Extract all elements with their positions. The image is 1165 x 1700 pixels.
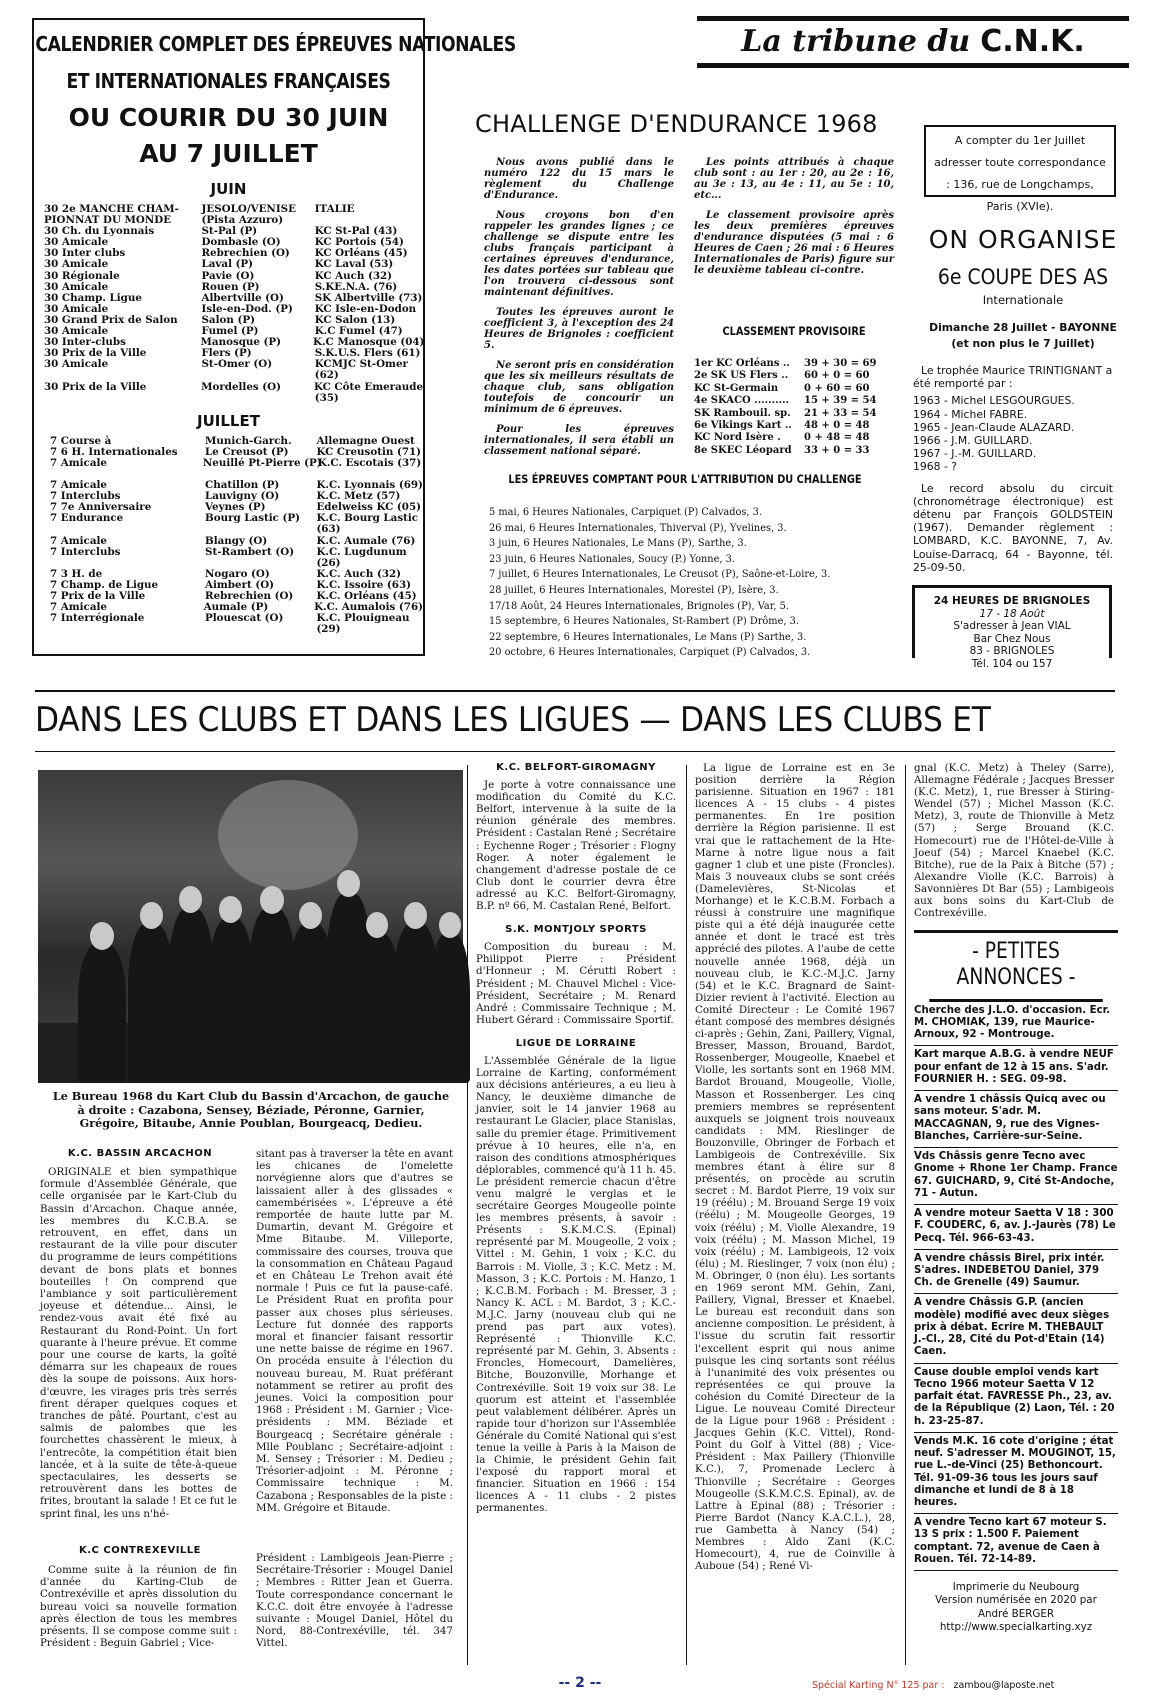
annonce-item: A vendre Tecno kart 67 moteur S. 13 S prix : 1.500 F. Paiement comptant. 72, avenue de Caen à Rouen. Tél. 72-14-89. (914, 1514, 1118, 1571)
juin-row-cell: 30 Amicale (44, 325, 109, 338)
juillet-row-cell: Plouescat (O) (205, 612, 284, 625)
challenge-paragraph: Pour les épreuves internationales, il sera établi un classement national séparé. (484, 424, 674, 457)
juillet-row-cell: Edelweiss KC (05) (316, 501, 421, 514)
juin-row-cell: K.C Manosque (04) (313, 336, 425, 349)
juin-row-cell (202, 393, 315, 404)
epreuve-item: 15 septembre, 6 Heures Nationales, St-Rambert (P) Drôme, 3. (489, 616, 799, 628)
juin-row-cell: KCMJC St-Omer (314, 358, 408, 371)
juillet-row-cell: 7 Amicale (50, 534, 107, 547)
juillet-row-cell: Chatillon (P) (205, 479, 280, 492)
juin-row-cell: KC Isle-en-Dodon (314, 302, 417, 315)
juin-row-cell: (Pista Azzuro) (201, 214, 284, 227)
juin-row-cell: 30 Ch. du Lyonnais (44, 225, 155, 238)
organise-date: Dimanche 28 Juillet - BAYONNE (929, 320, 1117, 334)
juillet-row-cell: Le Creusot (P) (205, 445, 289, 458)
juin-row-cell: 30 Régionale (44, 269, 120, 282)
juin-row-cell: Rebrechien (O) (201, 247, 290, 260)
juillet-row-cell: (26) (316, 556, 341, 569)
challenge-paragraph: Toutes les épreuves auront le coefficient 3, à l'exception des 24 Heures de Brignoles : coefficient 5. (484, 307, 674, 351)
classement-club: SK Rambouil. sp. (694, 407, 791, 419)
juin-row-cell: KC Orléans (45) (314, 247, 408, 260)
juin-row-cell: S.K.U.S. Flers (61) (314, 347, 421, 360)
challenge-paragraph: Nous croyons bon d'en rappeler les grandes lignes ; ce challenge se dispute entre les clubs français participant à certaines épreuves d'endurance, les dates portées sur tableau que l'on trouvera ci-dessous sont maintenant définitives. (484, 210, 674, 298)
juillet-row-cell: 7 7e Anniversaire (50, 501, 152, 514)
juin-row-cell: 30 Prix de la Ville (44, 380, 147, 393)
juin-row-cell: PIONNAT DU MONDE (44, 214, 172, 227)
juillet-row-cell: K.C. Escotais (37) (317, 456, 422, 469)
juin-row-cell: S.KE.N.A. (76) (314, 280, 398, 293)
annonce-item: A vendre 1 châssis Quicq avec ou sans moteur. S'adr. M. MACCAGNAN, 9, rue des Vignes-Blanches, Carrière-sur-Seine. (914, 1091, 1118, 1148)
challenge-paragraph: Ne seront pris en considération que les six meilleurs résultats de chaque club, sans obligation toutefois de concourir un minimum de 6 épreuves. (484, 360, 674, 415)
banner-bottom-rule (35, 751, 1115, 752)
classement-row (694, 358, 894, 370)
annonce-item: Cause double emploi vends kart Tecno 1966 moteur Saetta V 12 parfait état. FAVRESSE Ph., 23, av. de la République (2) Laon, Tél. : 20 h. 23-25-87. (914, 1364, 1118, 1433)
challenge-paragraph: Les points attribués à chaque club sont : au 1er : 20, au 2e : 16, au 3e : 13, au 4e : 11, au 5e : 10, etc... (694, 157, 894, 201)
organise-title: ON ORGANISE (928, 225, 1118, 254)
juin-row (44, 259, 423, 270)
juillet-row-cell: Nogaro (O) (205, 567, 270, 580)
juillet-row-cell: K.C. Bourg Lastic (316, 512, 419, 525)
classement-row (694, 445, 894, 457)
classement-club: 6e Vikings Kart .. (694, 420, 792, 432)
tribune-header (697, 16, 1129, 68)
winner-item: 1964 - Michel FABRE. (913, 407, 1028, 421)
juillet-row-cell: Bourg Lastic (P) (205, 512, 301, 525)
annonce-item: Vds Châssis genre Tecno avec Gnome + Rhone 1er Champ. France 67. GUICHARD, 9, Cité St-Andoche, 71 - Autun. (914, 1148, 1118, 1205)
juillet-row-cell: 7 Amicale (50, 601, 107, 614)
column-divider-2 (686, 765, 687, 1665)
annonce-item: A vendre Châssis G.P. (ancien modèle) modifié avec deux sièges prix à débat. Ecrire M. THEBAULT J.-Cl., 28, Cité du Pot-d'Etain (14) Caen. (914, 1294, 1118, 1363)
arcachon-col1: ORIGINALE et bien sympathique formule d'Assemblée Générale, que celle organisée par le Kart-Club du Bassin d'Arcachon. Chaque année, les membres du K.C.B.A. se retrouvent, en effet, dans un restaurant de la ville pour discuter du programme de leurs compétitions devant de bons plats et bonnes bouteilles ! On comprend que l'ambiance y soit particulièrement joyeuse et détendue... Ainsi, le rendez-vous avait été fixé au Restaurant du Rond-Point. Un fort quarante à l'heure prévue. Et comme pour une course de karts, la goîté démarra sur les chapeaux de roues dès la soupe de poissons. Aux hors-d'œuvre, les virages pris très serrés firent déraper quelques coques et tranches de pâté. Pourtant, c'est au salmis de palombes que les fourchettes chassèrent le mieux, à l'entrecôte, la compétition était bien lancée, et à la suite de tête-à-queue spectaculaires, les desserts se retrouvèrent dans les bottes de frites, broutant la salade ! Et ce fut le sprint final, les uns n'hé- (40, 1166, 237, 1520)
juin-row (44, 370, 423, 381)
annonces-title: - PETITES ANNONCES - (929, 933, 1102, 1002)
juin-row-cell: Dombasle (O) (201, 236, 281, 249)
epreuve-item: 17/18 Août, 24 Heures Internationales, Brignoles (P), Var, 5. (489, 600, 789, 612)
challenge-paragraph: Le classement provisoire après les deux premières épreuves d'endurance disputées (5 mai : 6 Heures de Caen ; 26 mai : 6 Heures Internationales de Paris) figure sur le deuxième tableau ci-contre. (694, 210, 894, 276)
winner-item: 1966 - J.M. GUILLARD. (913, 434, 1033, 448)
juin-row-cell: 30 Amicale (44, 302, 109, 315)
annonce-item: Cherche des J.L.O. d'occasion. Ecr. M. CHOMIAK, 139, rue Maurice-Arnoux, 92 - Montrouge. (914, 1002, 1118, 1047)
juillet-row-cell: 7 Interclubs (50, 545, 121, 558)
contrexeville-col1: Comme suite à la réunion de fin d'année du Karting-Club de Contrexéville et après dissolution du bureau voici sa nouvelle formation après élection de tous les membres présents. Il se compose comme suit : Président : Beguin Gabriel ; Vice- (40, 1564, 237, 1650)
juillet-row-cell (50, 524, 205, 535)
juillet-row (50, 624, 423, 635)
juillet-row-cell: 7 3 H. de (50, 567, 103, 580)
juillet-row-cell: 7 6 H. Internationales (50, 445, 178, 458)
contrexeville-col2: Président : Lambigeois Jean-Pierre ; Secrétaire-Trésorier : Mougel Daniel ; Membres : Ritter Jean et Guerra. Toute correspondance concernant le K.C.C. doit être envoyée à l'adresse suivante : Mougel Daniel, Hôtel du Nord, 88-Contrexéville, tél. 347 Vittel. (256, 1552, 453, 1650)
epreuve-item: 3 juin, 6 Heures Nationales, Le Mans (P), Sarthe, 3. (489, 538, 747, 550)
juillet-row-cell: K.C. Issoire (63) (316, 578, 411, 591)
juillet-row-cell: K.C. Metz (57) (316, 490, 401, 503)
classement-points: 33 + 0 = 33 (804, 444, 870, 456)
juillet-row-cell: Rebrechien (O) (205, 590, 294, 602)
juin-row-cell: 30 Amicale (44, 258, 109, 271)
juillet-row (50, 513, 423, 524)
classement-points: 15 + 39 = 54 (804, 395, 877, 407)
juillet-row-cell: K.C. Lugdunum (316, 545, 407, 558)
juin-heading: JUIN (210, 180, 247, 198)
epreuves-list (477, 505, 897, 661)
juin-row-cell: Albertville (O) (201, 291, 284, 304)
juin-row-cell (44, 370, 202, 381)
winners-list (913, 394, 1113, 473)
juin-row-cell: Pavie (O) (201, 269, 255, 282)
juillet-row-cell: 7 Interrégionale (50, 612, 145, 625)
juin-row-cell: Isle-en-Dod. (P) (201, 302, 293, 315)
juillet-row-cell: 7 Amicale (50, 479, 107, 492)
annonces-list (914, 1002, 1118, 1571)
challenge-left-text (484, 157, 674, 457)
belfort-title: K.C. BELFORT-GIROMAGNY (496, 762, 656, 773)
classement-club: 1er KC Orléans .. (694, 358, 790, 369)
classement-title: CLASSEMENT PROVISOIRE (722, 324, 866, 338)
juillet-row-cell: (63) (316, 523, 341, 536)
juin-row-cell: K.C Fumel (47) (314, 325, 403, 338)
juillet-row-cell: 7 Endurance (50, 512, 124, 525)
calendar-subtitle: OU COURIR DU 30 JUIN AU 7 JUILLET (68, 103, 389, 168)
juillet-row-cell: Allemagne Ouest (316, 434, 415, 447)
organise-block (912, 225, 1134, 351)
juillet-row-cell: Blangy (O) (205, 534, 268, 547)
lorraine-col3: gnal (K.C. Metz) à Theley (Sarre), Allemagne Fédérale ; Jacques Bresser (K.C. Metz), 1, rue Bresser à Stiring-Wendel (57) ; Michel Masson (K.C. Metz), 3, route de Thionville à Metz (57) ; Serge Brouand (K.C. Homecourt) rue de l'Hôtel-de-Ville à Joeuf (54) ; Marcel Knaebel (K.C. Bitche), rue de la Paix à Bitche (57) ; Alexandre Violle (K.C. Barrois) à Savonnières Dt Bar (55) ; Lambigeois aux bons soins du Kart-Club de Contrexéville. (914, 762, 1114, 920)
juin-row-cell: Mordelles (O) (201, 380, 281, 393)
juin-row-cell: Rouen (P) (201, 280, 260, 293)
montjoly-title: S.K. MONTJOLY SPORTS (505, 924, 647, 936)
juin-row-cell: Flers (P) (201, 347, 252, 360)
juillet-row-cell (50, 624, 205, 635)
juin-row-cell: 30 Grand Prix de Salon (44, 313, 178, 326)
tribune-bold: C.N.K. (980, 24, 1085, 59)
juillet-row-cell: 7 Prix de la Ville (50, 590, 146, 602)
juin-row-cell: KC Auch (32) (314, 269, 393, 282)
juin-row-cell: St-Pal (P) (201, 225, 258, 238)
classement-club: 2e SK US Flers .. (694, 370, 789, 382)
classement-club: KC St-Germain (694, 382, 779, 394)
juillet-row-cell: Lauvigny (O) (205, 490, 280, 503)
lorraine-title: LIGUE DE LORRAINE (515, 1037, 637, 1049)
juillet-row-cell: K.C. Orléans (45) (316, 590, 417, 602)
epreuve-item: 26 mai, 6 Heures Internationales, Thiverval (P), Yvelines, 3. (489, 522, 787, 534)
juillet-row-cell: K.C. Auch (32) (316, 567, 402, 580)
juin-row-cell: 30 Amicale (44, 280, 109, 293)
classement-table (694, 358, 894, 457)
banner-rule (35, 690, 1115, 692)
juin-row-cell: ITALIE (314, 203, 355, 215)
juillet-row-cell: Aumale (P) (203, 601, 269, 614)
juillet-row-cell: Neuillé Pt-Pierre (P) (202, 456, 322, 469)
juillet-row-cell: Aimbert (O) (205, 578, 275, 591)
epreuve-item: 22 septembre, 6 Heures Internationales, Le Mans (P) Sarthe, 3. (489, 631, 807, 643)
brignoles-box: 24 HEURES DE BRIGNOLES 17 - 18 Août S'adresser à Jean VIAL Bar Chez Nous 83 - BRIGNOLES Tél. 104 ou 157 (912, 585, 1112, 658)
juillet-row-cell: K.C. Aumale (76) (316, 534, 416, 547)
juin-row-cell: St-Omer (O) (201, 358, 273, 371)
juin-row-cell: (35) (314, 391, 339, 404)
classement-club: 4e SKACO .......... (694, 395, 790, 407)
juin-row-cell: KC Côte Emeraude (313, 380, 423, 393)
column-divider-1 (467, 765, 468, 1665)
juin-row-cell: Laval (P) (201, 258, 254, 271)
column-divider-3 (905, 765, 906, 1665)
page-number: -- 2 -- (558, 1675, 602, 1691)
juillet-row (50, 536, 423, 547)
footer-email[interactable]: zambou@laposte.net (953, 1680, 1055, 1691)
annonce-item: A vendre châssis Birel, prix intér. S'adres. INDEBETOU Daniel, 379 Ch. de Grenelle (49) Saumur. (914, 1250, 1118, 1295)
lorraine-col2: La ligue de Lorraine est en 3e position derrière la Région parisienne. Situation en 1967 : 181 licences A - 15 clubs - 4 pistes permanentes. En 1re position derrière la Région parisienne. Il est vrai que le rattachement de la Hte-Marne à notre ligue nous a fait gagner 1 club et une piste (Froncles). Mais 3 nouveaux clubs se sont créés (Damelevières, St-Nicolas et Morhange) et le K.C.B.M. Forbach a réussi à construire une magnifique piste qui a été déjà inaugurée cette année et dont le tracé est très apprécié des pilotes. A l'aube de cette nouvelle année 1968, déjà un nouveau club, le K.C.-M.J.C. Jarny (54) et le K.C. Bragnard de Saint-Dizier revient à l'activité. Election au Comité Directeur : Le Comité 1967 étant composé des membres désignés ci-après ; Gehin, Zani, Paillery, Vignal, Bresser, Masson, Brouand, Bardot, Rossenberger, Mougeolle, Knaebel et Violle, les sortants sont en 1968 MM. Bardot Brouand, Mougeolle, Violle, Masson et Rossenberger. Les cinq premiers membres se représentent auxquels se joignent trois nouveaux candidats : MM. Rieslinger de Bouzonville, Obringer de Forbach et Lambigeois de Contrexéville. Six membres étant à élire sur 8 présentés, on procède au scrutin secret : M. Bardot Pierre, 19 voix sur 19 (réélu) ; M. Brouand Serge 19 voix (réélu) ; M. Mougeolle Georges, 19 voix (réélu) ; M. Violle Alexandre, 19 voix (réélu) ; M. Masson Michel, 19 voix (réélu) ; M. Lambigeois, 12 voix (élu) ; M. Rieslinger, 7 voix (non élu) ; M. Obringer, 0 (non élu). Les sortants en 1969 seront MM. Gehin, Zani, Paillery, Vignal, Bresser et Knaebel. Le bureau est reconduit dans son ancienne composition. Le président, à l'issue du scrutin fait ressortir l'excellent esprit qui nous anime puisque les cinq sortants sont réélus à l'unanimité des voix présentes ou représentées ce qui prouve la cohésion du Comité Directeur de la Ligue. Le nouveau Comité Directeur de la Ligue pour 1968 : Président : Jacques Gehin (K.C. Vittel), Rond-Point du Golf à Vittel (88) ; Vice-Président : Max Paillery (Thionville K.C.), 7, Promenade Leclerc à Thionville ; Secrétaire : Georges Mougeolle (S.K.M.C.S. Epinal), av. de Lattre à Epinal (88) ; Trésorier : Pierre Bardot (Nancy K.A.C.L.), 28, rue Gambetta à Nancy (54) ; Membres : Aldo Zani (K.C. Homecourt), 4, rue de Coinville à Auboue (54) ; René Vi- (695, 762, 895, 1573)
juin-table (34, 204, 423, 404)
juin-row-cell: Salon (P) (201, 313, 255, 326)
juillet-row-cell: Munich-Garch. (205, 434, 292, 447)
juillet-row-cell: 7 Course à (50, 434, 112, 447)
club-photo (38, 770, 463, 1083)
juillet-row-cell (205, 524, 316, 535)
classement-club: KC Nord Isère . (694, 432, 781, 444)
juillet-row-cell: K.C. Plouigneau (316, 612, 410, 625)
juillet-row-cell: K.C. Aumalois (76) (314, 601, 423, 614)
classement-points: 60 + 0 = 60 (804, 370, 870, 382)
juin-row-cell: KC Portois (54) (314, 236, 404, 249)
classement-row (694, 432, 894, 444)
challenge-title: CHALLENGE D'ENDURANCE 1968 (475, 110, 878, 138)
imprint: Imprimerie du Neubourg Version numérisée en 2020 par André BERGER http://www.specialkarting.xyz (935, 1581, 1097, 1634)
juin-row (44, 393, 423, 404)
juin-row-cell: JESOLO/VENISE (201, 203, 296, 215)
juillet-row (50, 547, 423, 558)
clubs-banner: DANS LES CLUBS ET DANS LES LIGUES — DANS LES CLUBS ET (35, 700, 991, 740)
juin-row-cell: KC St-Pal (43) (314, 225, 398, 238)
juin-row-cell: 30 Prix de la Ville (44, 347, 147, 360)
winner-item: 1968 - ? (913, 460, 957, 474)
calendar-title: CALENDRIER COMPLET DES ÉPREUVES NATIONALES ET INTERNATIONALES FRANÇAISES (35, 32, 516, 93)
organise-details: Le trophée Maurice TRINTIGNANT a été remporté par : 1963 - Michel LESGOURGUES. 1964 - Michel FABRE. 1965 - Jean-Claude ALAZARD. 1966 - J.M. GUILLARD. 1967 - J.-M. GUILLARD. 1968 - ? Le record absolu du circuit (chronométrage électronique) est détenu par François GOLDSTEIN (1967). Demander règlement : LOMBARD, K.C. BAYONNE, 7, Av. Louise-Darracq, 64 - Bayonne, tél. 25-09-50. (913, 364, 1113, 574)
epreuve-item: 23 juin, 6 Heures Nationales, Soucy (P.) Yonne, 3. (489, 553, 735, 565)
winner-item: 1963 - Michel LESGOURGUES. (913, 394, 1075, 408)
juin-row-cell (202, 370, 315, 381)
juillet-row (50, 458, 423, 469)
classement-row (694, 383, 894, 395)
address-notice: A compter du 1er Juillet adresser toute correspondance : 136, rue de Longchamps, Paris (XVIe). (924, 125, 1116, 197)
juillet-row-cell: 7 Amicale (50, 456, 107, 469)
contrexeville-title: K.C CONTREXEVILLE (78, 1545, 201, 1556)
juin-row-cell: Fumel (P) (201, 325, 259, 338)
classement-row (694, 370, 894, 382)
tribune-script: La tribune du (741, 24, 971, 59)
classement-row (694, 420, 894, 432)
juin-row-cell: 30 2e MANCHE CHAM- (44, 203, 179, 215)
juillet-row (50, 524, 423, 535)
juin-row-cell: SK Albertville (73) (314, 291, 423, 304)
juillet-row (50, 613, 423, 624)
juin-row-cell: 30 Amicale (44, 358, 109, 371)
middle-column: K.C. BELFORT-GIROMAGNY Je porte à votre connaissance une modification du Comité du K.C. Belfort, intervenue à la suite de la réunion générale des membres. Président : Castalan René ; Secrétaire : Eychenne Roger ; Trésorier : Flogny Roger. A noter également le changement d'adresse postale de ce Club dont le courrier devra être adressé au K.C. Belfort-Giromagny, B.P. nº 66, M. Castalan René, Belfort. S.K. MONTJOLY SPORTS Composition du bureau : M. Philippot Pierre : Président d'Honneur ; M. Cérutti Robert : Président ; M. Chauvel Michel : Vice-Président, Secrétaire ; M. Renard André : Commissaire Technique ; M. Hubert Gérard : Commissaire Sportif. LIGUE DE LORRAINE L'Assemblée Générale de la ligue Lorraine de Karting, conformément aux décisions antérieures, a eu lieu à Nancy, le deuxième dimanche de janvier, soit le 14 janvier 1968 au restaurant Le Glacier, place Stanislas, salle du premier étage. Primitivement prévue à 10 heures, elle n'a, en raison des conditions atmosphériques déplorables, commencé qu'à 11 h. 45. Le président remercie chacun d'être venu malgré le verglas et le secrétaire Georges Mougeolle pointe les membres présents, à savoir : Présents : S.K.M.C.S. (Epinal) représenté par M. Mougeolle, 2 voix ; Vittel : M. Gehin, 1 voix ; K.C. du Barrois : M. Violle, 3 ; K.C. Metz : M. Masson, 3 ; K.C. Portois : M. Hanzo, 1 ; K.C.B.M. Forbach : M. Bresser, 3 ; Nancy K. ACL : M. Bardot, 3 ; K.C.-M.J.C. Jarny (nouveau club qui ne prend pas part aux votes). Représenté : Thionville K.C. représenté par M. Gehin, 3. Absents : Froncles, Homecourt, Damelières, Bitche, Bouzonville, Morhange et Contrexéville. Soit 19 voix sur 38. Le quorum est atteint et l'assemblée peut valablement délibérer. Après un rapide tour d'horizon sur l'Assemblée Générale du Comité National qui s'est tenue la veille à Paris à la Maison de la Chimie, le président Gehin fait l'exposé du rapport moral et financier. Situation en 1966 : 154 licences A - 11 clubs - 2 pistes permanentes. (476, 762, 677, 1515)
classement-club: 8e SKEC Léopard (694, 444, 792, 456)
epreuves-title: LES ÉPREUVES COMPTANT POUR L'ATTRIBUTION DU CHALLENGE (508, 472, 862, 486)
annonce-item: A vendre moteur Saetta V 18 : 300 F. COUDERC, 6, av. J.-Jaurès (78) Le Pecq. Tél. 966-63-43. (914, 1205, 1118, 1250)
calendar-box (32, 18, 516, 656)
juillet-heading: JUILLET (197, 411, 260, 430)
juin-row-cell: 30 Inter-clubs (44, 336, 126, 349)
classement-row (694, 395, 894, 407)
juillet-row-cell: 7 Interclubs (50, 490, 121, 503)
epreuve-item: 5 mai, 6 Heures Nationales, Carpiquet (P) Calvados, 3. (489, 507, 763, 518)
organise-subtitle2: Internationale (982, 293, 1064, 308)
classement-points: 21 + 33 = 54 (804, 407, 877, 419)
classement-points: 39 + 30 = 69 (804, 358, 877, 369)
arcachon-title: K.C. BASSIN ARCACHON (67, 1148, 213, 1159)
classement-row (694, 408, 894, 420)
organise-subtitle: 6e COUPE DES AS (937, 265, 1109, 289)
juillet-row-cell: KC Creusotin (71) (316, 445, 422, 458)
organise-date-note: (et non plus le 7 Juillet) (951, 336, 1095, 350)
juillet-table (34, 436, 423, 636)
juillet-row-cell (205, 624, 316, 635)
juillet-row-cell: 7 Champ. de Ligue (50, 578, 159, 591)
winner-item: 1967 - J.-M. GUILLARD. (913, 447, 1037, 461)
juin-row-cell: 30 Champ. Ligue (44, 291, 142, 304)
epreuve-item: 20 octobre, 6 Heures Internationales, Carpiquet (P) Calvados, 3. (489, 647, 811, 659)
juillet-row-cell: St-Rambert (O) (205, 545, 295, 558)
juin-row (44, 271, 423, 282)
juillet-row-cell: K.C. Lyonnais (69) (316, 479, 423, 492)
juin-row-cell: Manosque (P) (200, 336, 282, 349)
winner-item: 1965 - Jean-Claude ALAZARD. (913, 420, 1075, 434)
juin-row-cell: KC Salon (13) (314, 313, 396, 326)
juin-row (44, 359, 423, 370)
challenge-paragraph: Nous avons publié dans le numéro 122 du 15 mars le règlement du Challenge d'Endurance. (484, 157, 674, 201)
footer-credit: Spécial Karting N° 125 par : zambou@laposte.net (812, 1680, 1055, 1691)
juin-row-cell: KC Laval (53) (314, 258, 394, 271)
classement-points: 0 + 60 = 60 (804, 382, 870, 394)
classement-points: 0 + 48 = 48 (804, 432, 870, 444)
juin-row (44, 382, 423, 393)
juin-row-cell: 30 Amicale (44, 236, 109, 249)
epreuve-item: 28 juillet, 6 Heures Internationales, Morestel (P), Isère, 3. (489, 584, 779, 596)
juin-row-cell: (62) (314, 369, 339, 382)
petites-annonces (914, 930, 1118, 1634)
annonce-item: Kart marque A.B.G. à vendre NEUF pour enfant de 12 à 15 ans. S'adr. FOURNIER H. : SEG. 09-98. (914, 1046, 1118, 1091)
juin-row-cell (44, 393, 202, 404)
juillet-row-cell: (29) (316, 623, 341, 636)
juillet-row-cell: Veynes (P) (205, 501, 266, 514)
challenge-right-text (694, 157, 894, 287)
arcachon-col2: sitant pas à traverser la tête en avant les chicanes de l'omelette norvégienne alors que d'autres se laissaient aller à des glissades « camembérisées ». L'épreuve a été remportée de haute lutte par M. Dumartin, devant M. Grégoire et Mme Bitaube. M. Villeporte, commissaire des courses, trouva que la consommation en Château Pagaud et en Château Le Trehon avait été normale ! Puis ce fut la pause-café. Le Président Ruat en profita pour passer aux choses plus sérieuses. Lecture fut donnée des rapports moral et financier faisant ressortir une nette baisse de régime en 1967. On procéda ensuite à l'élection du nouveau bureau, M. Ruat préférant notamment se retirer au profit des jeunes. Voici la composition pour 1968 : Président : M. Garnier ; Vice-présidents : MM. Béziade et Bourgeacq ; Secrétaire générale : Mlle Poublanc ; Secrétaire-adjoint : M. Sensey ; Trésorier : M. Dedieu ; Trésorier-adjoint : M. Péronne ; Commissaire technique : M. Cazabona ; Responsables de la piste : MM. Grégoire et Bitaude. (256, 1148, 453, 1514)
photo-caption: Le Bureau 1968 du Kart Club du Bassin d'Arcachon, de gauche à droite : Cazabona, Sensey, Béziade, Péronne, Garnier, Grégoire, Bitaube, Annie Poublan, Bourgeacq, Dedieu. (52, 1089, 450, 1130)
classement-points: 48 + 0 = 48 (804, 420, 870, 432)
annonce-item: Vends M.K. 16 cote d'origine ; état neuf. S'adresser M. MOUGINOT, 15, rue L.-de-Vinci (25) Bethoncourt. Tél. 91-09-36 tous les jours sauf dimanche et lundi de 8 à 18 heures. (914, 1433, 1118, 1514)
juin-row-cell: 30 Inter clubs (44, 247, 126, 260)
epreuve-item: 7 juillet, 6 Heures Internationales, Le Creusot (P), Saône-et-Loire, 3. (489, 569, 831, 581)
